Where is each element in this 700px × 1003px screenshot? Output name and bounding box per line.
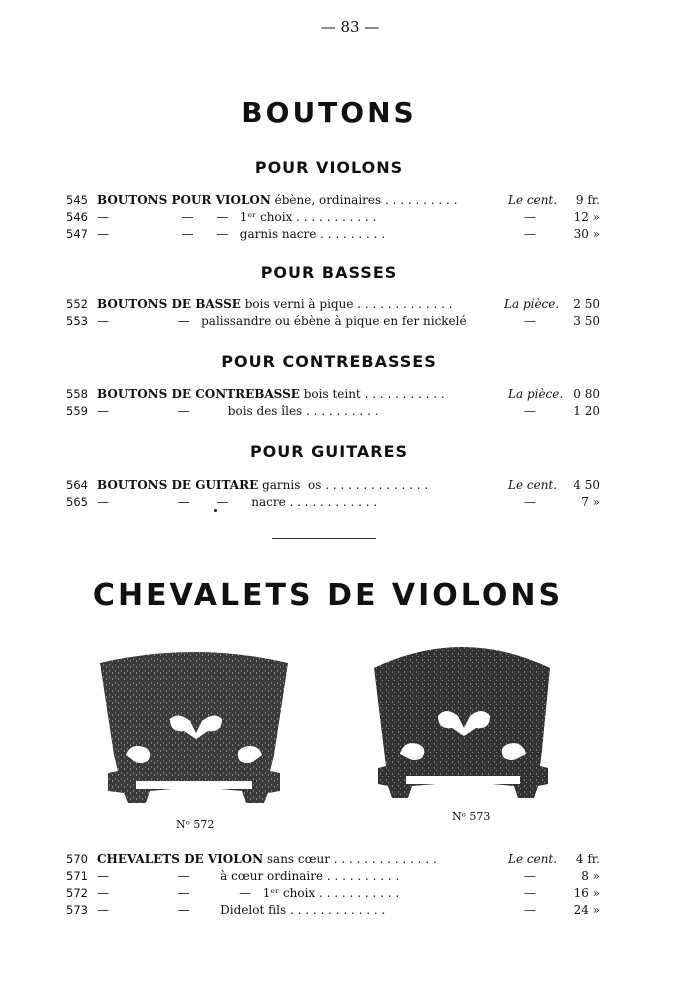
separator-rule bbox=[272, 538, 376, 539]
section-heading-violons: POUR VIOLONS bbox=[254, 158, 404, 177]
price-row: 552 BOUTONS DE BASSE bois verni à pique . . . . . . . . . . . . . La pièce. 2 50 bbox=[66, 297, 600, 311]
price-row: 553 — — palissandre ou ébène à pique en fer nickelé — 3 50 bbox=[66, 314, 600, 328]
price-row: 570 CHEVALETS DE VIOLON sans cœur . . . . . . . . . . . . . . Le cent. 4 fr. bbox=[66, 852, 600, 866]
price-row: 573 — — Didelot fils . . . . . . . . . . . . . — 24 » bbox=[66, 903, 600, 917]
page-number: — 83 — bbox=[320, 18, 380, 36]
price-row: 546 — — — 1ᵉʳ choix . . . . . . . . . . . — 12 » bbox=[66, 210, 600, 224]
figure-caption-573: Nᵒ 573 bbox=[452, 810, 491, 823]
violin-bridge-572-image bbox=[96, 645, 292, 815]
price-row: 545 BOUTONS POUR VIOLON ébène, ordinaires . . . . . . . . . . Le cent. 9 fr. bbox=[66, 193, 600, 207]
section-heading-guitares: POUR GUITARES bbox=[249, 442, 409, 461]
figure-caption-572: Nᵒ 572 bbox=[176, 818, 215, 831]
price-row: 565 — — — nacre . . . . . . . . . . . . — 7 » bbox=[66, 495, 600, 509]
title-boutons: BOUTONS bbox=[241, 96, 417, 129]
price-row: 559 — — bois des îles . . . . . . . . . . — 1 20 bbox=[66, 404, 600, 418]
price-row: 572 — — — 1ᵉʳ choix . . . . . . . . . . . — 16 » bbox=[66, 886, 600, 900]
price-row: 564 BOUTONS DE GUITARE garnis os . . . . . . . . . . . . . . Le cent. 4 50 bbox=[66, 478, 600, 492]
price-row: 558 BOUTONS DE CONTREBASSE bois teint . . . . . . . . . . . La pièce. 0 80 bbox=[66, 387, 600, 401]
price-row: 571 — — à cœur ordinaire . . . . . . . . . . — 8 » bbox=[66, 869, 600, 883]
price-row: 547 — — — garnis nacre . . . . . . . . . — 30 » bbox=[66, 227, 600, 241]
violin-bridge-573-image bbox=[372, 634, 552, 810]
section-heading-contrebasses: POUR CONTREBASSES bbox=[221, 352, 437, 371]
section-heading-basses: POUR BASSES bbox=[260, 263, 398, 282]
title-chevalets: CHEVALETS DE VIOLONS bbox=[92, 578, 564, 613]
print-speck bbox=[214, 509, 217, 512]
